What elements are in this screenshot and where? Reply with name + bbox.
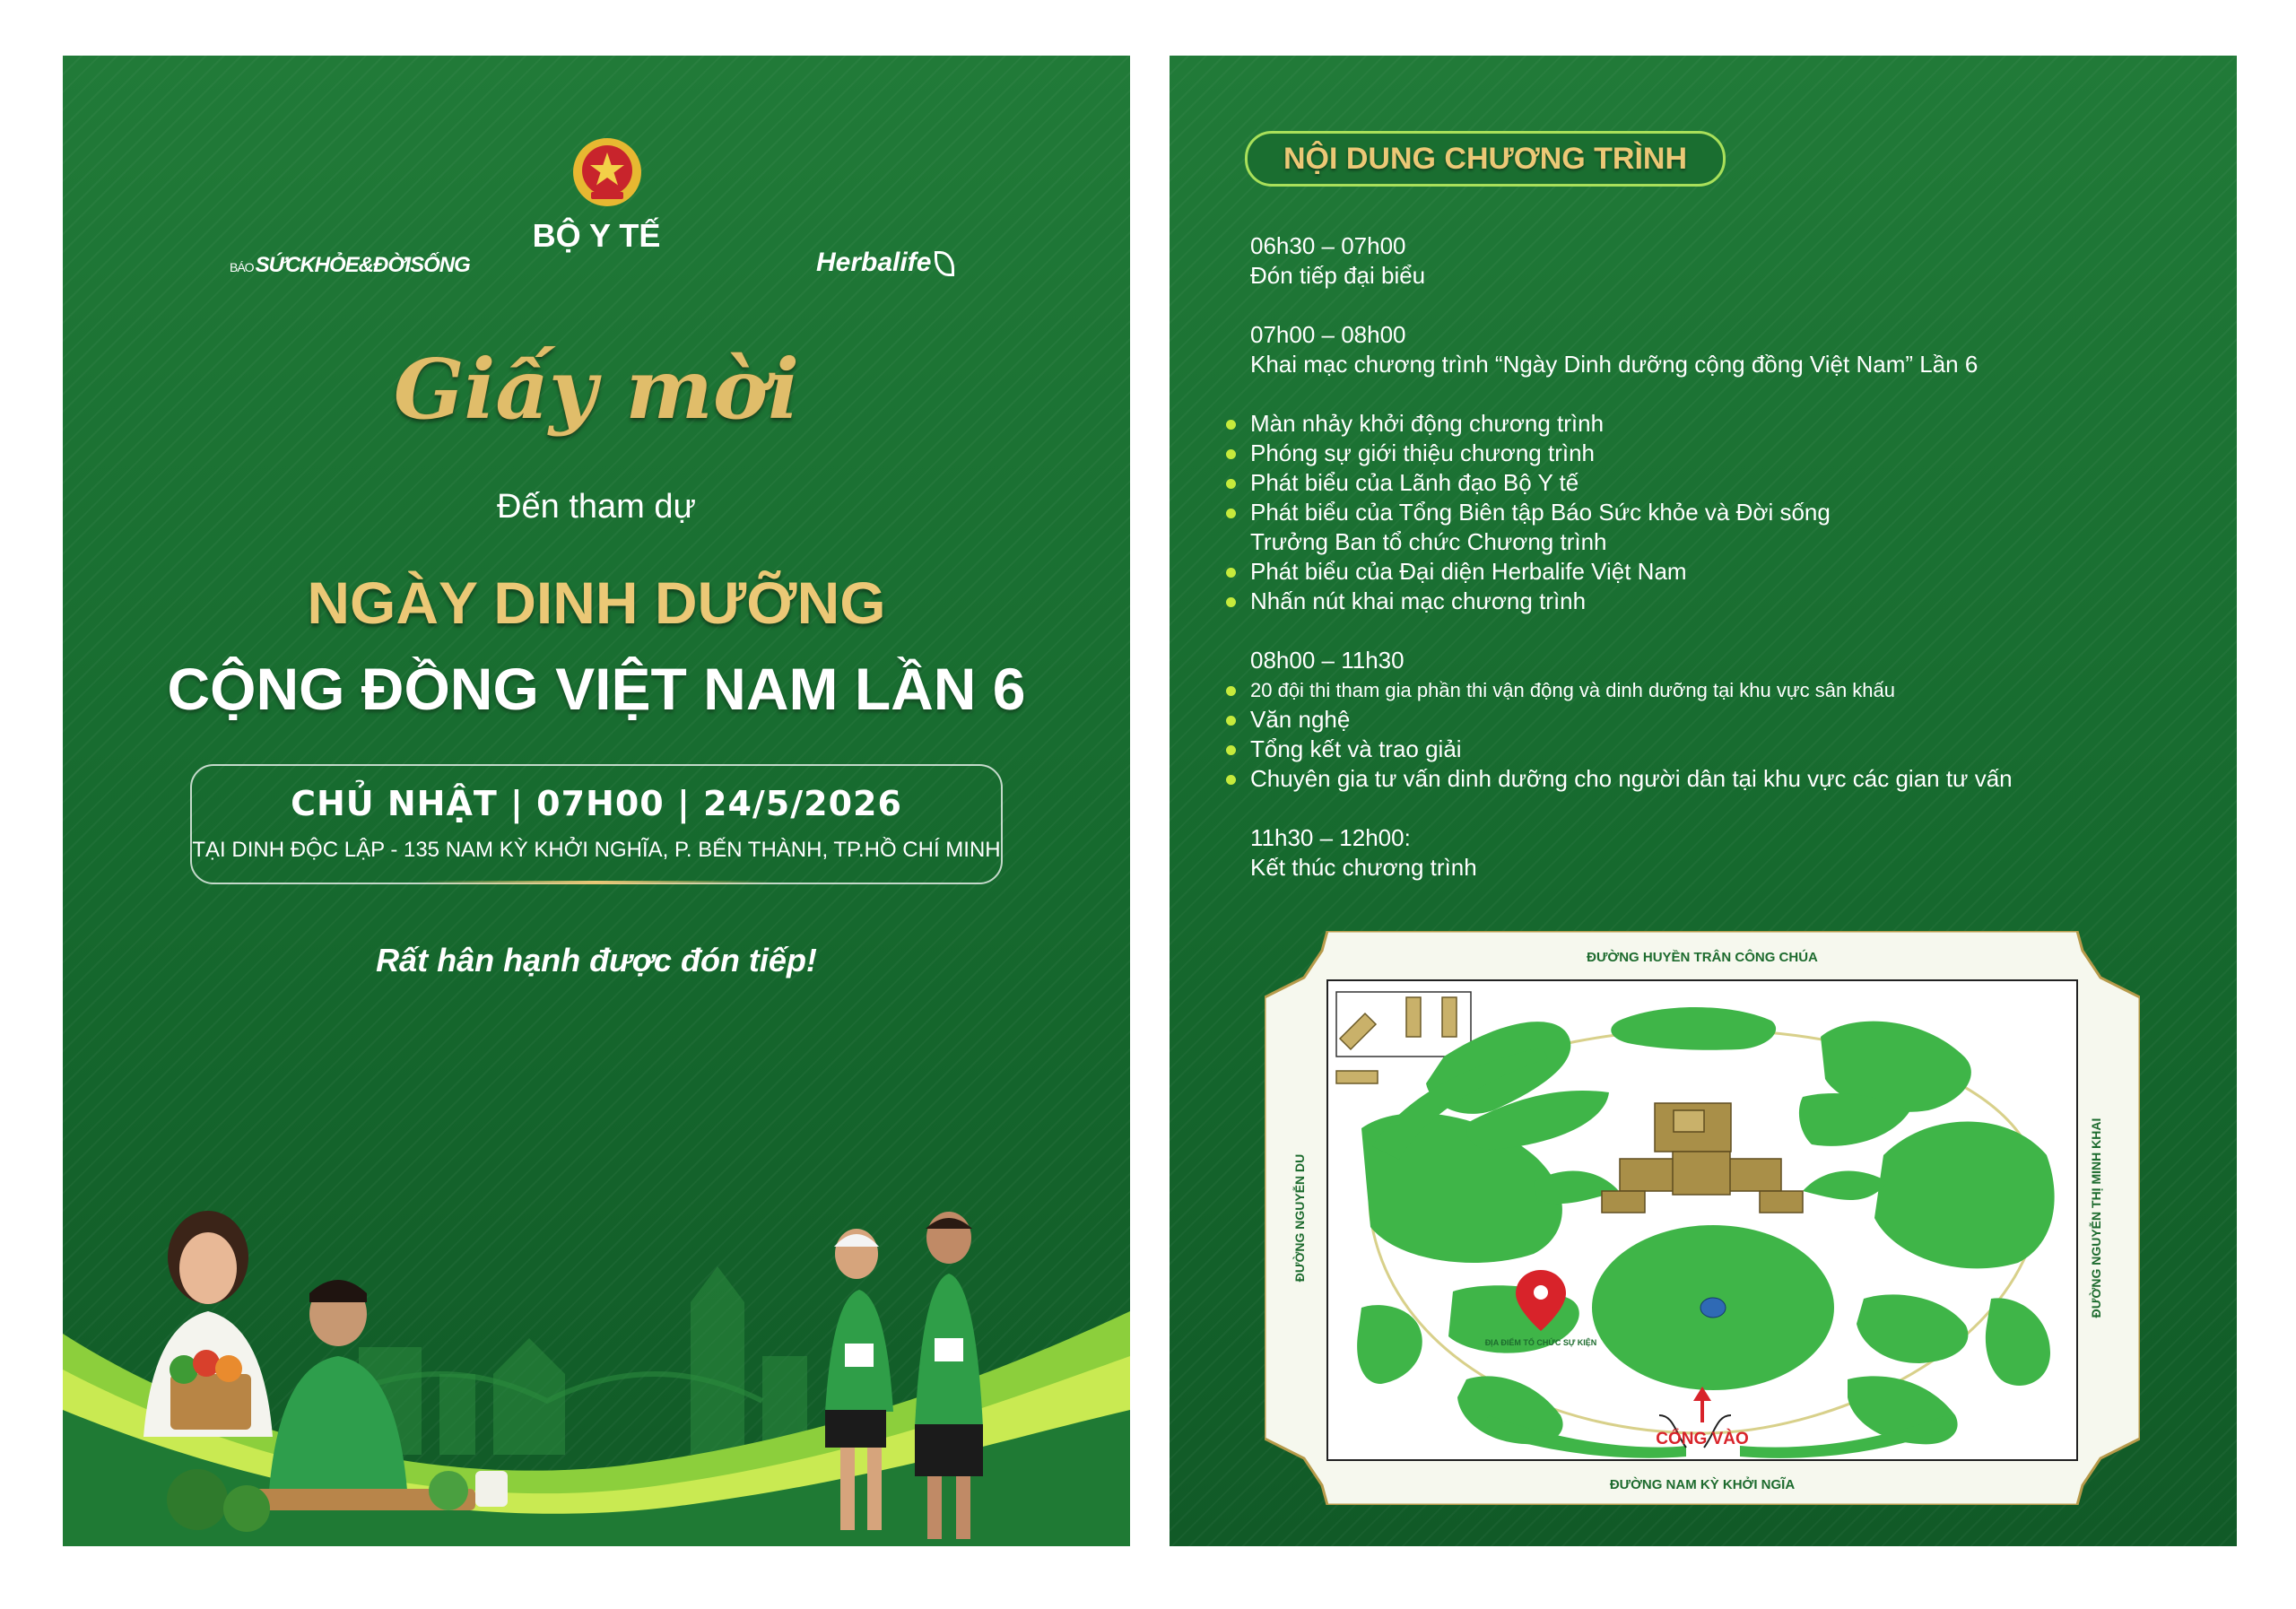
schedule-item: Phát biểu của Lãnh đạo Bộ Y tế — [1250, 468, 2201, 498]
event-title-line1: NGÀY DINH DƯỠNG — [307, 570, 886, 636]
schedule-item-continued: Trưởng Ban tổ chức Chương trình — [1250, 528, 1607, 555]
venue-map — [1265, 931, 2140, 1505]
schedule-item: Chuyên gia tư vấn dinh dưỡng cho người dân tại khu vực các gian tư vấn — [1250, 764, 2201, 794]
leaf-icon — [935, 251, 954, 276]
newspaper-logo — [230, 253, 470, 278]
herbalife-logo-text: Herbalife — [816, 248, 932, 277]
newspaper-logo-name: SỨCKHỎE&ĐỜISỐNG — [255, 253, 470, 277]
program-title: NỘI DUNG CHƯƠNG TRÌNH — [1245, 131, 1726, 187]
road-right-label: ĐƯỜNG NGUYỄN THỊ MINH KHAI — [2089, 1118, 2103, 1318]
schedule-item: 20 đội thi tham gia phần thi vận động và dinh dưỡng tại khu vực sân khấu — [1250, 675, 2201, 705]
schedule-desc-2: Khai mạc chương trình “Ngày Dinh dưỡng cộng đồng Việt Nam” Lần 6 — [1250, 351, 1979, 378]
schedule-item: Màn nhảy khởi động chương trình — [1250, 409, 2201, 439]
schedule-desc-4: Kết thúc chương trình — [1250, 854, 1477, 881]
program-schedule — [1250, 231, 2201, 883]
schedule-item: Phóng sự giới thiệu chương trình — [1250, 439, 2201, 468]
schedule-item: Phát biểu của Tổng Biên tập Báo Sức khỏe và Đời sống — [1250, 498, 2201, 527]
schedule-time-3: 08h00 – 11h30 — [1250, 647, 1405, 674]
event-address: TẠI DINH ĐỘC LẬP - 135 NAM KỲ KHỞI NGHĨA, P. BẾN THÀNH, TP.HỒ CHÍ MINH — [192, 838, 1001, 862]
gate-label: CỔNG VÀO — [1656, 1430, 1749, 1448]
herbalife-logo — [816, 248, 954, 278]
gold-divider — [416, 881, 775, 884]
schedule-desc-1: Đón tiếp đại biểu — [1250, 262, 1426, 289]
event-info-box — [190, 764, 1003, 884]
venue-label: ĐỊA ĐIỂM TỔ CHỨC SỰ KIỆN — [1484, 1338, 1597, 1347]
schedule-item: Văn nghệ — [1250, 705, 2201, 735]
invitation-panel — [63, 56, 1130, 1546]
schedule-time-4: 11h30 – 12h00: — [1250, 824, 1411, 851]
invitation-heading: Giấy mời — [393, 341, 800, 438]
schedule-item: Nhấn nút khai mạc chương trình — [1250, 587, 2201, 616]
schedule-time-1: 06h30 – 07h00 — [1250, 232, 1406, 259]
event-date: CHỦ NHẬT | 07H00 | 24/5/2026 — [291, 784, 902, 823]
invitation-intro: Đến tham dự — [497, 488, 696, 526]
welcome-message: Rất hân hạnh được đón tiếp! — [376, 942, 817, 978]
road-top-label: ĐƯỜNG HUYỀN TRÂN CÔNG CHÚA — [1587, 950, 1818, 965]
people-illustration — [63, 1168, 1130, 1546]
event-title-line2: CỘNG ĐỒNG VIỆT NAM LẦN 6 — [167, 656, 1026, 722]
national-emblem-icon — [571, 136, 643, 208]
schedule-item: Phát biểu của Đại diện Herbalife Việt Nam — [1250, 557, 2201, 587]
program-panel — [1170, 56, 2237, 1546]
road-left-label: ĐƯỜNG NGUYỄN DU — [1292, 1153, 1307, 1283]
schedule-item: Tổng kết và trao giải — [1250, 735, 2201, 764]
road-bottom-label: ĐƯỜNG NAM KỲ KHỞI NGĨA — [1609, 1477, 1796, 1492]
ministry-name: BỘ Y TẾ — [532, 217, 661, 254]
schedule-time-2: 07h00 – 08h00 — [1250, 321, 1406, 348]
newspaper-logo-prefix: BÁO — [230, 260, 254, 274]
